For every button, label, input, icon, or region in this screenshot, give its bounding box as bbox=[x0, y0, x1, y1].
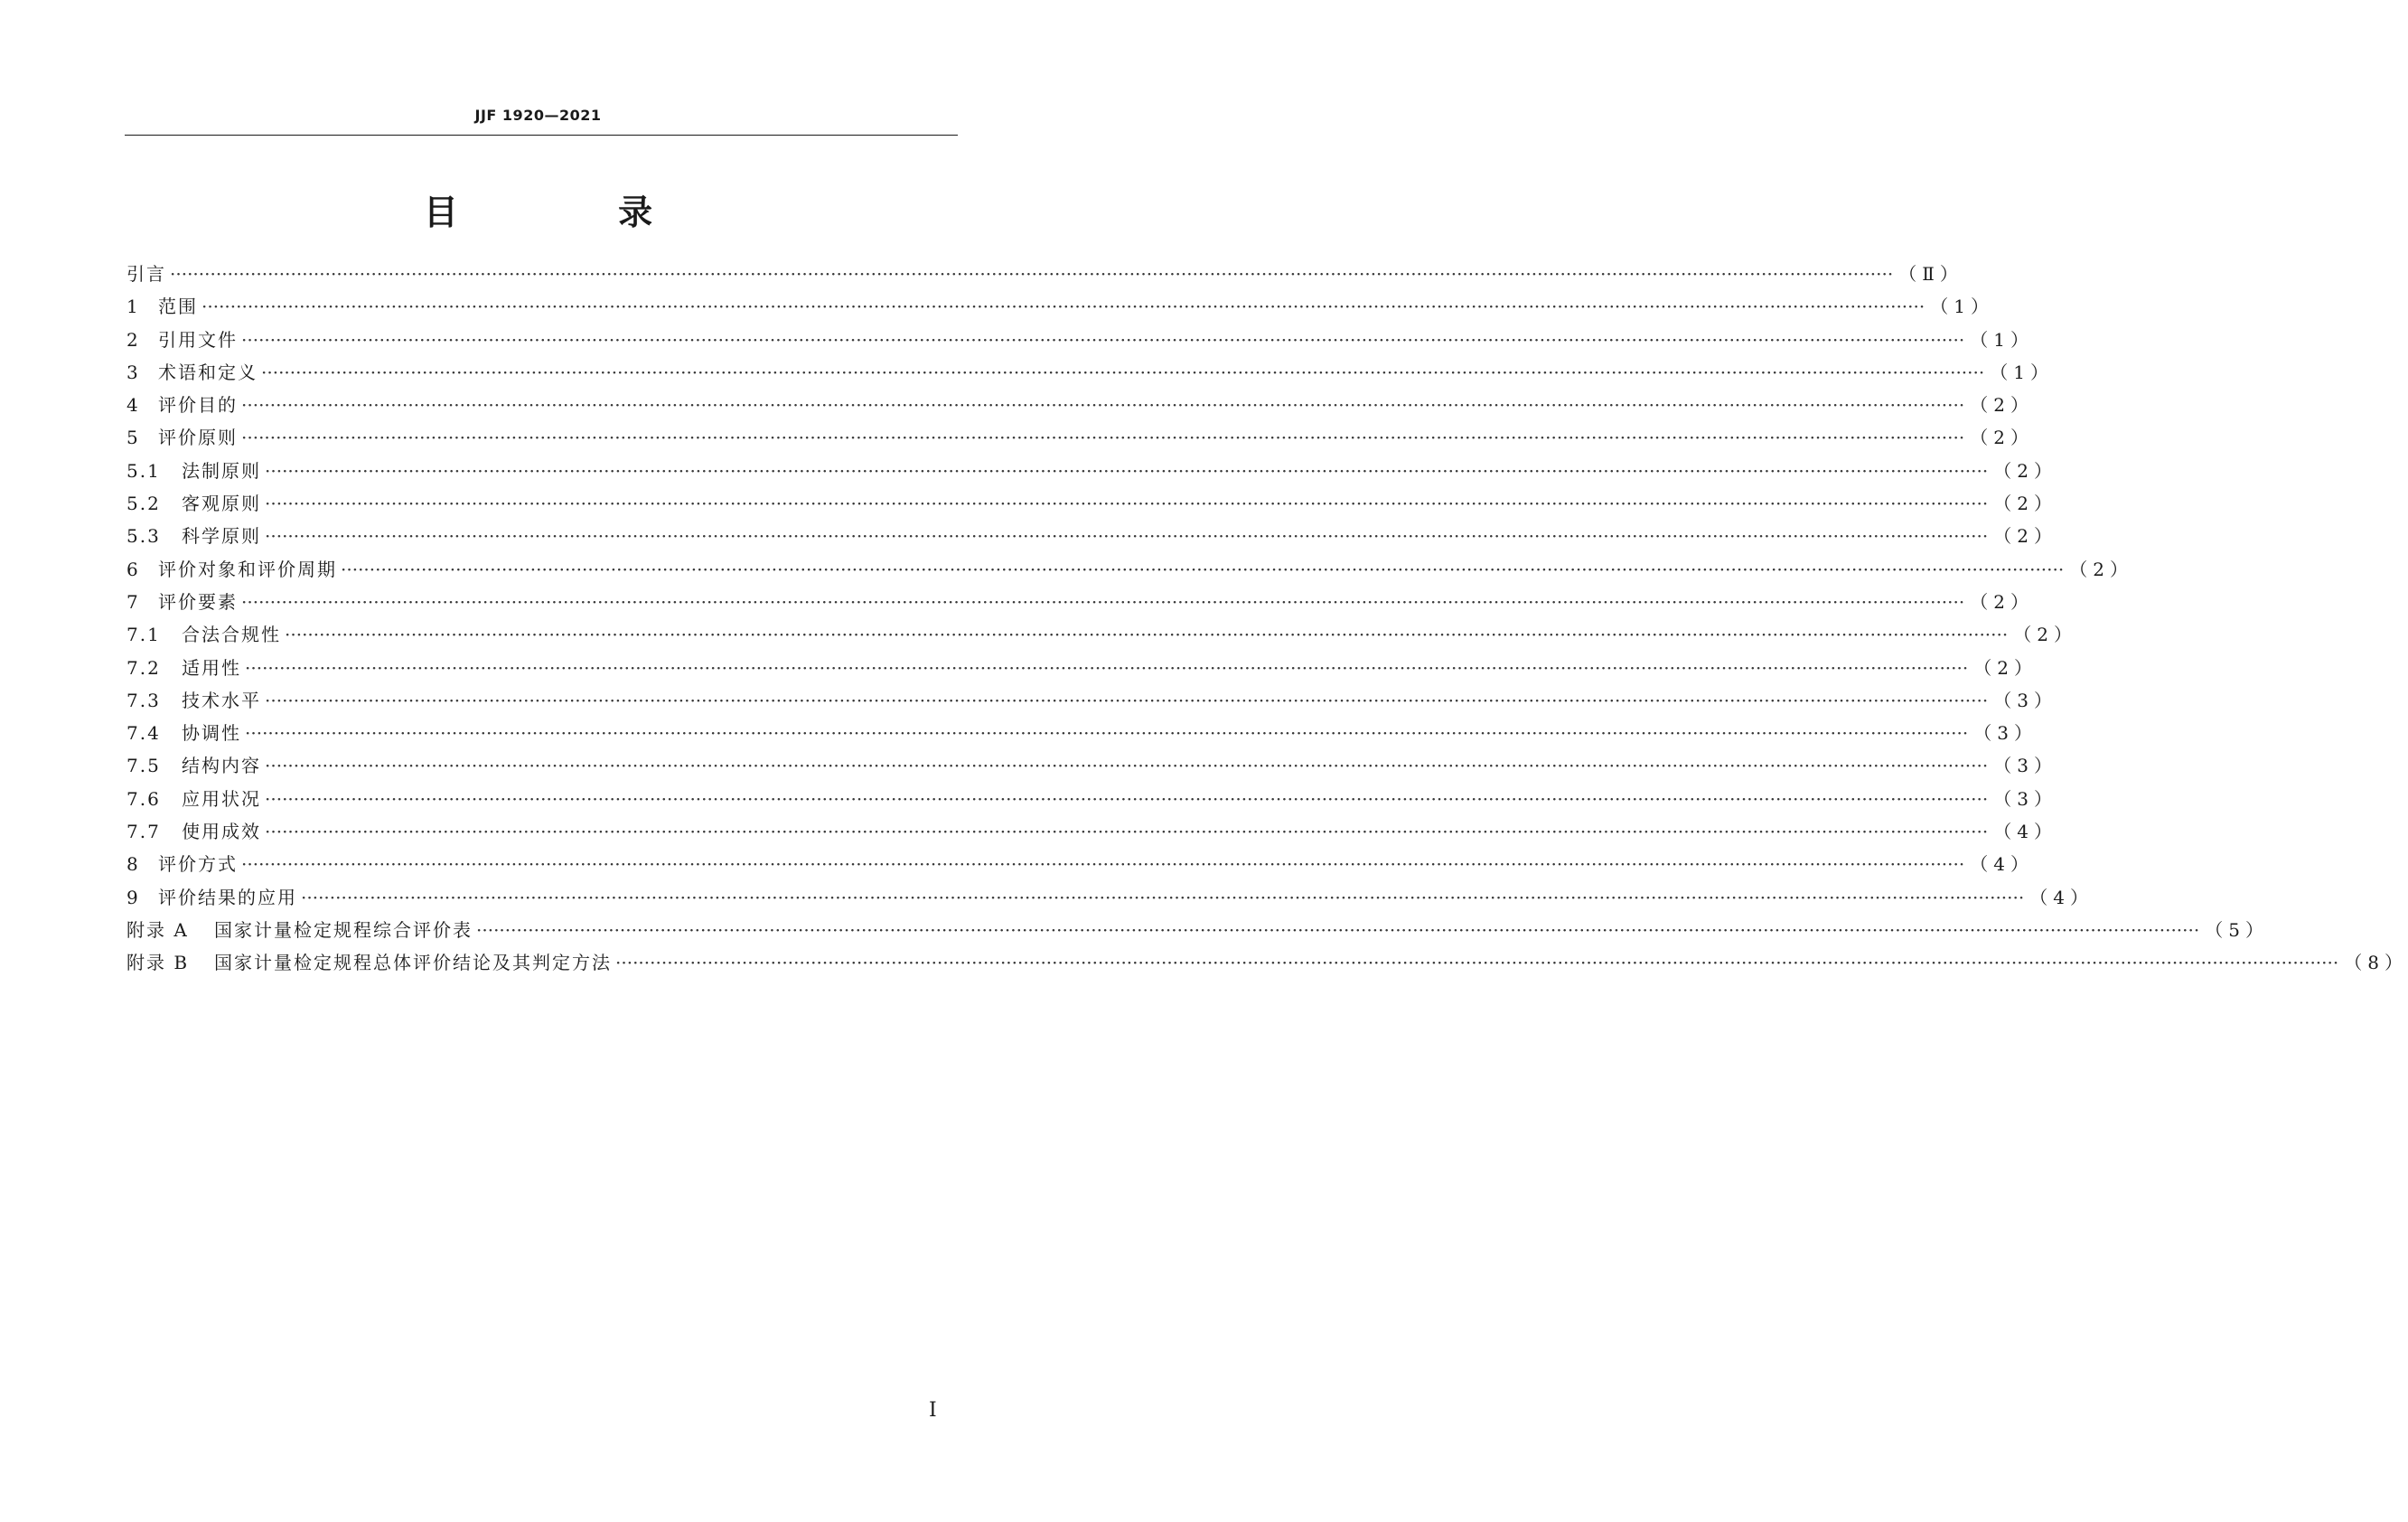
toc-entry-page: （2） bbox=[1970, 394, 2034, 417]
document-code: JJF 1920—2021 bbox=[474, 107, 602, 124]
toc-entry[interactable] bbox=[126, 555, 2133, 587]
toc-entry-label: 引用文件 bbox=[158, 328, 238, 351]
toc-leader-dots: ············································································································································································································································································································ bbox=[476, 918, 2200, 941]
toc-entry-label: 协调性 bbox=[182, 722, 241, 745]
toc-entry-page: （Ⅱ） bbox=[1898, 263, 1963, 285]
toc-leader-dots: ············································································································································································································································································································ bbox=[265, 525, 1989, 548]
toc-leader-dots: ············································································································································································································································································································ bbox=[301, 886, 2025, 908]
toc-leader-dots: ············································································································································································································································································································ bbox=[241, 590, 1965, 613]
toc-entry-number: 5 bbox=[126, 427, 140, 449]
toc-entry-number: 5.3 bbox=[126, 525, 161, 548]
toc-entry-label: 客观原则 bbox=[182, 493, 261, 515]
toc-entry-page: （2） bbox=[1970, 427, 2034, 449]
toc-entry[interactable] bbox=[126, 948, 2408, 981]
toc-entry-label: 科学原则 bbox=[182, 525, 261, 548]
toc-leader-dots: ············································································································································································································································································································ bbox=[245, 722, 1969, 745]
toc-entry[interactable] bbox=[126, 423, 2034, 456]
toc-entry-number: 1 bbox=[126, 296, 140, 318]
toc-entry-label: 法制原则 bbox=[182, 459, 261, 482]
toc-leader-dots: ············································································································································································································································································································ bbox=[201, 296, 1925, 318]
toc-entry-page: （2） bbox=[1973, 656, 2038, 679]
toc-entry-label: 合法合规性 bbox=[182, 624, 281, 646]
toc-entry-label: 技术水平 bbox=[182, 689, 261, 711]
toc-entry-page: （4） bbox=[1993, 821, 2057, 843]
toc-entry-number: 7 bbox=[126, 590, 140, 613]
toc-entry[interactable] bbox=[126, 817, 2057, 850]
header-divider bbox=[125, 135, 958, 136]
toc-leader-dots: ············································································································································································································································································································ bbox=[265, 493, 1989, 515]
table-of-contents bbox=[126, 259, 2408, 982]
toc-entry[interactable] bbox=[126, 653, 2038, 686]
toc-leader-dots: ············································································································································································································································································································ bbox=[241, 853, 1965, 876]
toc-entry-number: 6 bbox=[126, 558, 140, 580]
toc-entry[interactable] bbox=[126, 292, 1994, 324]
toc-entry[interactable] bbox=[126, 883, 2094, 916]
toc-entry[interactable] bbox=[126, 850, 2034, 882]
toc-entry[interactable] bbox=[126, 916, 2269, 948]
toc-entry-number: 9 bbox=[126, 886, 140, 908]
toc-entry-label: 评价原则 bbox=[158, 427, 238, 449]
toc-entry-label: 术语和定义 bbox=[158, 361, 258, 383]
toc-entry-number: 8 bbox=[126, 853, 140, 876]
toc-entry-number: 7.1 bbox=[126, 624, 161, 646]
toc-leader-dots: ············································································································································································································································································································ bbox=[265, 787, 1989, 810]
toc-entry[interactable] bbox=[126, 521, 2057, 554]
page-number: Ⅰ bbox=[929, 1399, 937, 1422]
toc-leader-dots: ············································································································································································································································································································ bbox=[265, 689, 1989, 711]
toc-entry-page: （3） bbox=[1993, 755, 2057, 777]
toc-entry-page: （2） bbox=[1993, 493, 2057, 515]
toc-entry-number: 4 bbox=[126, 394, 140, 417]
toc-entry[interactable] bbox=[126, 620, 2077, 653]
toc-entry-page: （4） bbox=[1970, 853, 2034, 876]
toc-entry-number: 2 bbox=[126, 328, 140, 351]
page-title: 目 录 bbox=[423, 193, 727, 232]
toc-entry-label: 评价结果的应用 bbox=[158, 886, 297, 908]
toc-entry-label: 应用状况 bbox=[182, 787, 261, 810]
toc-leader-dots: ············································································································································································································································································································ bbox=[285, 624, 2009, 646]
toc-leader-dots: ············································································································································································································································································································ bbox=[245, 656, 1969, 679]
toc-entry-page: （3） bbox=[1973, 722, 2038, 745]
toc-entry-number: 7.7 bbox=[126, 821, 161, 843]
toc-leader-dots: ············································································································································································································································································································ bbox=[241, 427, 1965, 449]
toc-entry-number: 附录 B bbox=[126, 952, 190, 974]
toc-leader-dots: ············································································································································································································································································································ bbox=[261, 361, 1985, 383]
toc-entry-page: （1） bbox=[1970, 328, 2034, 351]
toc-leader-dots: ············································································································································································································································································································ bbox=[265, 755, 1989, 777]
toc-entry-page: （2） bbox=[1993, 525, 2057, 548]
toc-entry-label: 结构内容 bbox=[182, 755, 261, 777]
toc-leader-dots: ············································································································································································································································································································ bbox=[341, 558, 2065, 580]
toc-entry-page: （2） bbox=[2069, 558, 2133, 580]
toc-entry[interactable] bbox=[126, 358, 2054, 390]
toc-entry-number: 附录 A bbox=[126, 918, 189, 941]
toc-leader-dots: ············································································································································································································································································································ bbox=[241, 328, 1965, 351]
toc-entry-label: 适用性 bbox=[182, 656, 241, 679]
toc-entry-page: （1） bbox=[1930, 296, 1994, 318]
toc-entry-number: 3 bbox=[126, 361, 140, 383]
toc-entry-page: （3） bbox=[1993, 689, 2057, 711]
toc-entry[interactable] bbox=[126, 489, 2057, 521]
toc-entry-label: 评价方式 bbox=[158, 853, 238, 876]
toc-entry[interactable] bbox=[126, 784, 2057, 817]
toc-entry[interactable] bbox=[126, 587, 2034, 620]
toc-entry-page: （8） bbox=[2344, 952, 2408, 974]
toc-entry-number: 7.2 bbox=[126, 656, 161, 679]
toc-entry[interactable] bbox=[126, 390, 2034, 423]
toc-entry-label: 范围 bbox=[158, 296, 198, 318]
toc-entry-label: 国家计量检定规程综合评价表 bbox=[214, 918, 473, 941]
toc-entry-label: 国家计量检定规程总体评价结论及其判定方法 bbox=[214, 952, 612, 974]
toc-entry-label: 使用成效 bbox=[182, 821, 261, 843]
toc-entry[interactable] bbox=[126, 325, 2034, 358]
toc-entry[interactable] bbox=[126, 751, 2057, 784]
toc-entry-label: 评价要素 bbox=[158, 590, 238, 613]
toc-entry-page: （3） bbox=[1993, 787, 2057, 810]
toc-entry-label: 评价对象和评价周期 bbox=[158, 558, 337, 580]
toc-leader-dots: ············································································································································································································································································································ bbox=[265, 821, 1989, 843]
toc-entry-number: 7.5 bbox=[126, 755, 161, 777]
toc-entry-page: （2） bbox=[1970, 590, 2034, 613]
toc-entry-page: （2） bbox=[2013, 624, 2077, 646]
toc-entry-number: 7.4 bbox=[126, 722, 161, 745]
toc-entry-page: （1） bbox=[1990, 361, 2054, 383]
toc-entry[interactable] bbox=[126, 456, 2057, 489]
toc-entry-page: （2） bbox=[1993, 459, 2057, 482]
toc-entry-label: 引言 bbox=[126, 263, 166, 285]
toc-entry-label: 评价目的 bbox=[158, 394, 238, 417]
toc-leader-dots: ············································································································································································································································································································ bbox=[241, 394, 1965, 417]
toc-entry[interactable] bbox=[126, 719, 2038, 751]
toc-leader-dots: ············································································································································································································································································································ bbox=[615, 952, 2339, 974]
toc-entry-number: 7.3 bbox=[126, 689, 161, 711]
toc-entry-page: （5） bbox=[2205, 918, 2269, 941]
toc-entry-number: 5.2 bbox=[126, 493, 161, 515]
toc-entry-number: 7.6 bbox=[126, 787, 161, 810]
toc-entry-number: 5.1 bbox=[126, 459, 161, 482]
toc-leader-dots: ············································································································································································································································································································ bbox=[170, 263, 1894, 285]
toc-leader-dots: ············································································································································································································································································································ bbox=[265, 459, 1989, 482]
toc-entry[interactable] bbox=[126, 259, 1963, 292]
toc-entry-page: （4） bbox=[2029, 886, 2094, 908]
toc-entry[interactable] bbox=[126, 686, 2057, 719]
